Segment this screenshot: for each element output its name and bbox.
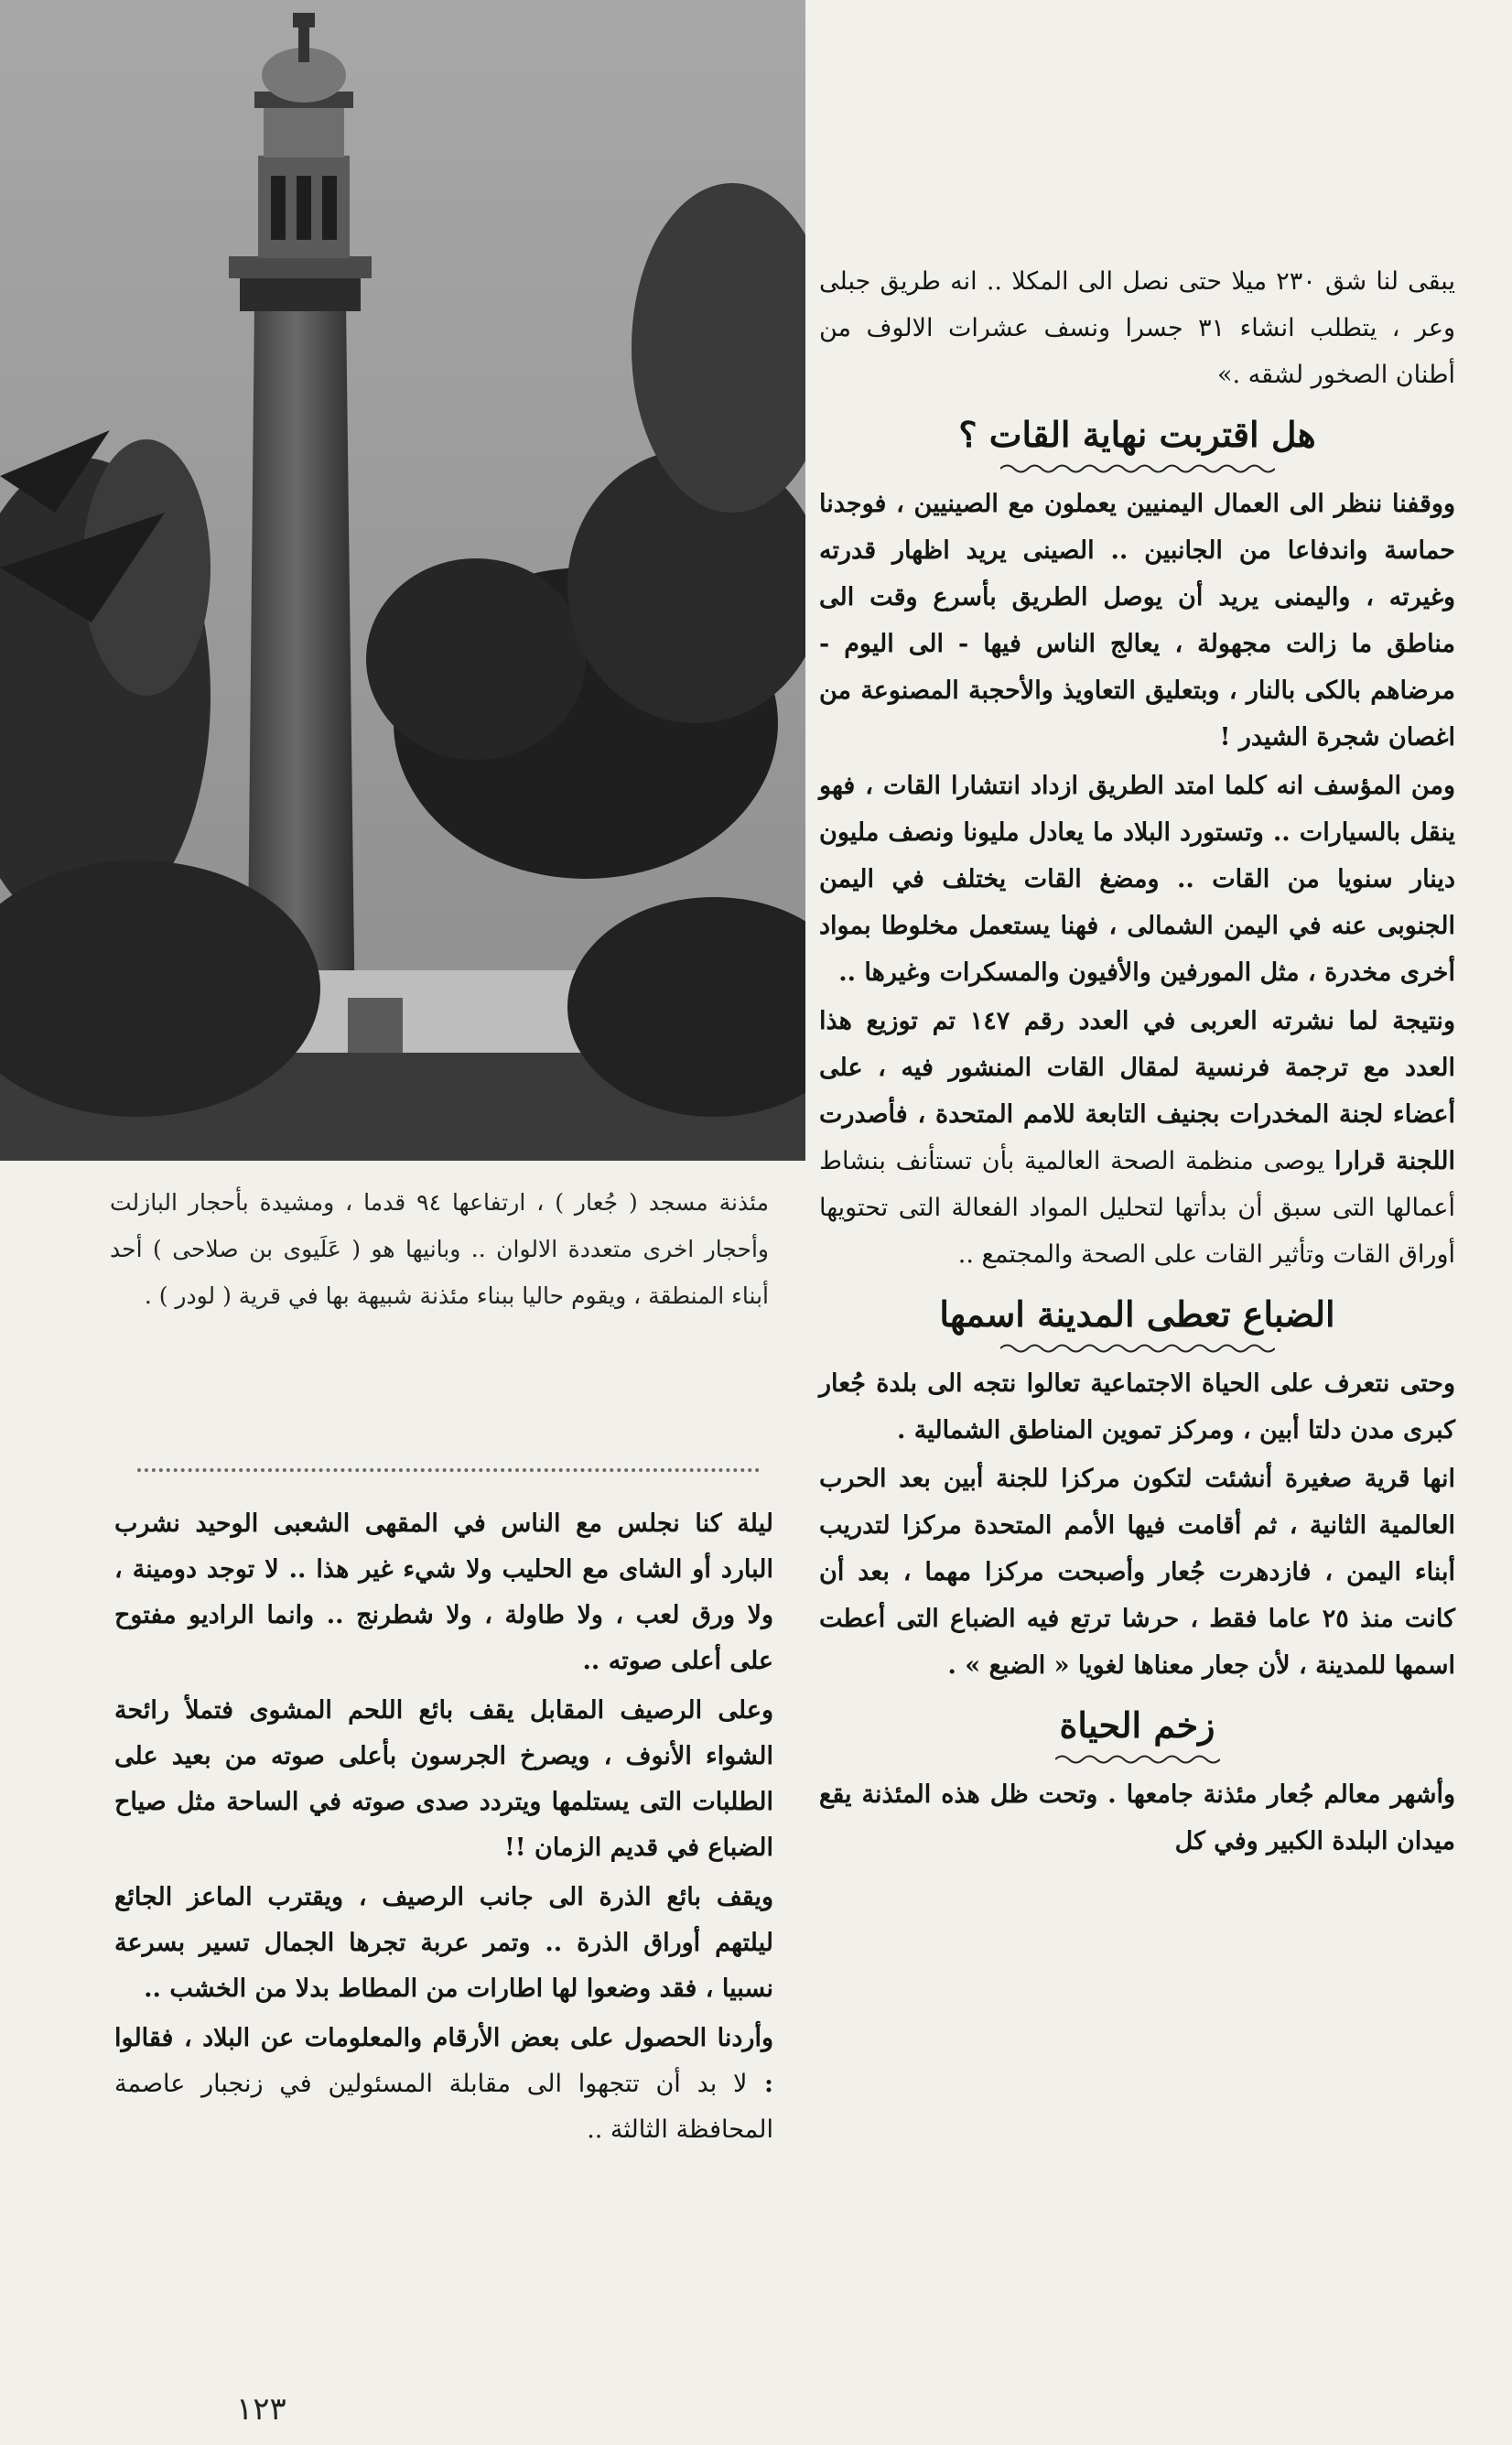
hyenas-paragraph-2: انها قرية صغيرة أنشئت لتكون مركزا للجنة أبين بعد الحرب العالمية الثانية ، ثم أقامت فيها الأمم المتحدة مركزا لتدريب أبناء اليمن ، فازدهرت جُعار وأصبحت مركزا مهما ، بعد أن كانت منذ ٢٥ عاما فقط ، حرشا ترتع فيه الضباع التى أعطت اسمها للمدينة ، لأن جعار معناها لغويا « الضبع » . bbox=[819, 1465, 1455, 1680]
heading-underline bbox=[1055, 1753, 1220, 1766]
page-number: ١٢٣ bbox=[236, 2391, 286, 2428]
heading-underline bbox=[1000, 462, 1275, 475]
caption-text: مئذنة مسجد ( جُعار ) ، ارتفاعها ٩٤ قدما ، ومشيدة بأحجار البازلت وأحجار اخرى متعددة الالوان .. وبانيها هو ( عَلَيوى بن صلاحى ) أحد أبناء المنطقة ، ويقوم حاليا ببناء مئذنة شبيهة بها في قرية ( لودر ) . bbox=[110, 1189, 770, 1309]
life-paragraph-1: وأشهر معالم جُعار مئذنة جامعها . وتحت ظل هذه المئذنة يقع ميدان البلدة الكبير وفي كل bbox=[819, 1780, 1455, 1855]
section-heading-life bbox=[819, 1698, 1455, 1766]
heading-life-text: زخم الحياة bbox=[1059, 1704, 1215, 1746]
left-paragraph-4-normal: لا بد أن تتجهوا الى مقابلة المسئولين في زنجبار عاصمة المحافظة الثالثة .. bbox=[114, 2070, 773, 2144]
qat-paragraph-3-bold: ونتيجة لما نشرته العربى في العدد رقم ١٤٧ تم توزيع هذا العدد مع ترجمة فرنسية لمقال القات المنشور فيه ، على أعضاء لجنة المخدرات بجنيف التابعة للامم المتحدة ، فأصدرت اللجنة قرارا bbox=[819, 1007, 1455, 1175]
intro-paragraph: يبقى لنا شق ٢٣٠ ميلا حتى نصل الى المكلا .. انه طريق جبلى وعر ، يتطلب انشاء ٣١ جسرا ونسف عشرات الالوف من أطنان الصخور لشقه .» bbox=[819, 267, 1455, 389]
left-paragraph-3: ويقف بائع الذرة الى جانب الرصيف ، ويقترب الماعز الجائع ليلتهم أوراق الذرة .. وتمر عربة تجرها الجمال تسير بسرعة نسبيا ، فقد وضعوا لها اطارات من المطاط بدلا من الخشب .. bbox=[114, 1883, 773, 2003]
section-heading-qat bbox=[819, 407, 1455, 475]
heading-underline bbox=[1000, 1342, 1275, 1355]
section-heading-hyenas bbox=[819, 1287, 1455, 1355]
hyenas-paragraph-1: وحتى نتعرف على الحياة الاجتماعية تعالوا نتجه الى بلدة جُعار كبرى مدن دلتا أبين ، ومركز تموين المناطق الشمالية . bbox=[819, 1369, 1455, 1444]
dotted-separator bbox=[137, 1468, 760, 1472]
heading-hyenas-text: الضباع تعطى المدينة اسمها bbox=[939, 1293, 1335, 1335]
qat-paragraph-2: ومن المؤسف انه كلما امتد الطريق ازداد انتشارا القات ، فهو ينقل بالسيارات .. وتستورد البلاد ما يعادل مليونا ونصف مليون دينار سنويا من القات .. ومضغ القات يختلف في اليمن الجنوبى عنه في اليمن الشمالى ، فهنا يستعمل مخلوطا بمواد أخرى مخدرة ، مثل المورفين والأفيون والمسكرات وغيرها .. bbox=[819, 772, 1456, 987]
right-column bbox=[819, 258, 1455, 1866]
heading-qat-text: هل اقتربت نهاية القات ؟ bbox=[958, 414, 1316, 455]
left-paragraph-4 bbox=[114, 2016, 773, 2153]
left-paragraph-1: ليلة كنا نجلس مع الناس في المقهى الشعبى الوحيد نشرب البارد أو الشاى مع الحليب ولا شيء غير هذا .. لا توجد دومينة ، ولا ورق لعب ، ولا طاولة ، ولا شطرنج .. وانما الراديو مفتوح على أعلى صوته .. bbox=[114, 1509, 773, 1675]
photo-caption bbox=[110, 1179, 769, 1319]
qat-paragraph-1: ووقفنا ننظر الى العمال اليمنيين يعملون مع الصينيين ، فوجدنا حماسة واندفاعا من الجانبين .. الصينى يريد اظهار قدرته وغيرته ، واليمنى يريد أن يوصل الطريق بأسرع وقت الى مناطق ما زالت مجهولة ، يعالج الناس فيها - الى اليوم - مرضاهم بالكى بالنار ، وبتعليق التعاويذ والأحجبة المصنوعة من اغصان شجرة الشيدر ! bbox=[819, 490, 1455, 752]
minaret-photo bbox=[0, 0, 805, 1161]
left-paragraph-2: وعلى الرصيف المقابل يقف بائع اللحم المشوى فتملأ رائحة الشواء الأنوف ، ويصرخ الجرسون بأعلى صوته من بعيد على الطلبات التى يستلمها ويتردد صدى صوته في الساحة مثل صياح الضباع في قديم الزمان !! bbox=[114, 1696, 773, 1862]
left-column bbox=[114, 1501, 773, 2157]
qat-paragraph-3-normal: يوصى منظمة الصحة العالمية بأن تستأنف بنشاط أعمالها التى سبق أن بدأتها لتحليل المواد الفعالة التى تحتويها أوراق القات وتأثير القات على الصحة والمجتمع .. bbox=[819, 1147, 1455, 1269]
left-paragraph-4-bold: وأردنا الحصول على بعض الأرقام والمعلومات عن البلاد ، فقالوا : bbox=[114, 2024, 773, 2098]
qat-paragraph-3 bbox=[819, 998, 1455, 1278]
